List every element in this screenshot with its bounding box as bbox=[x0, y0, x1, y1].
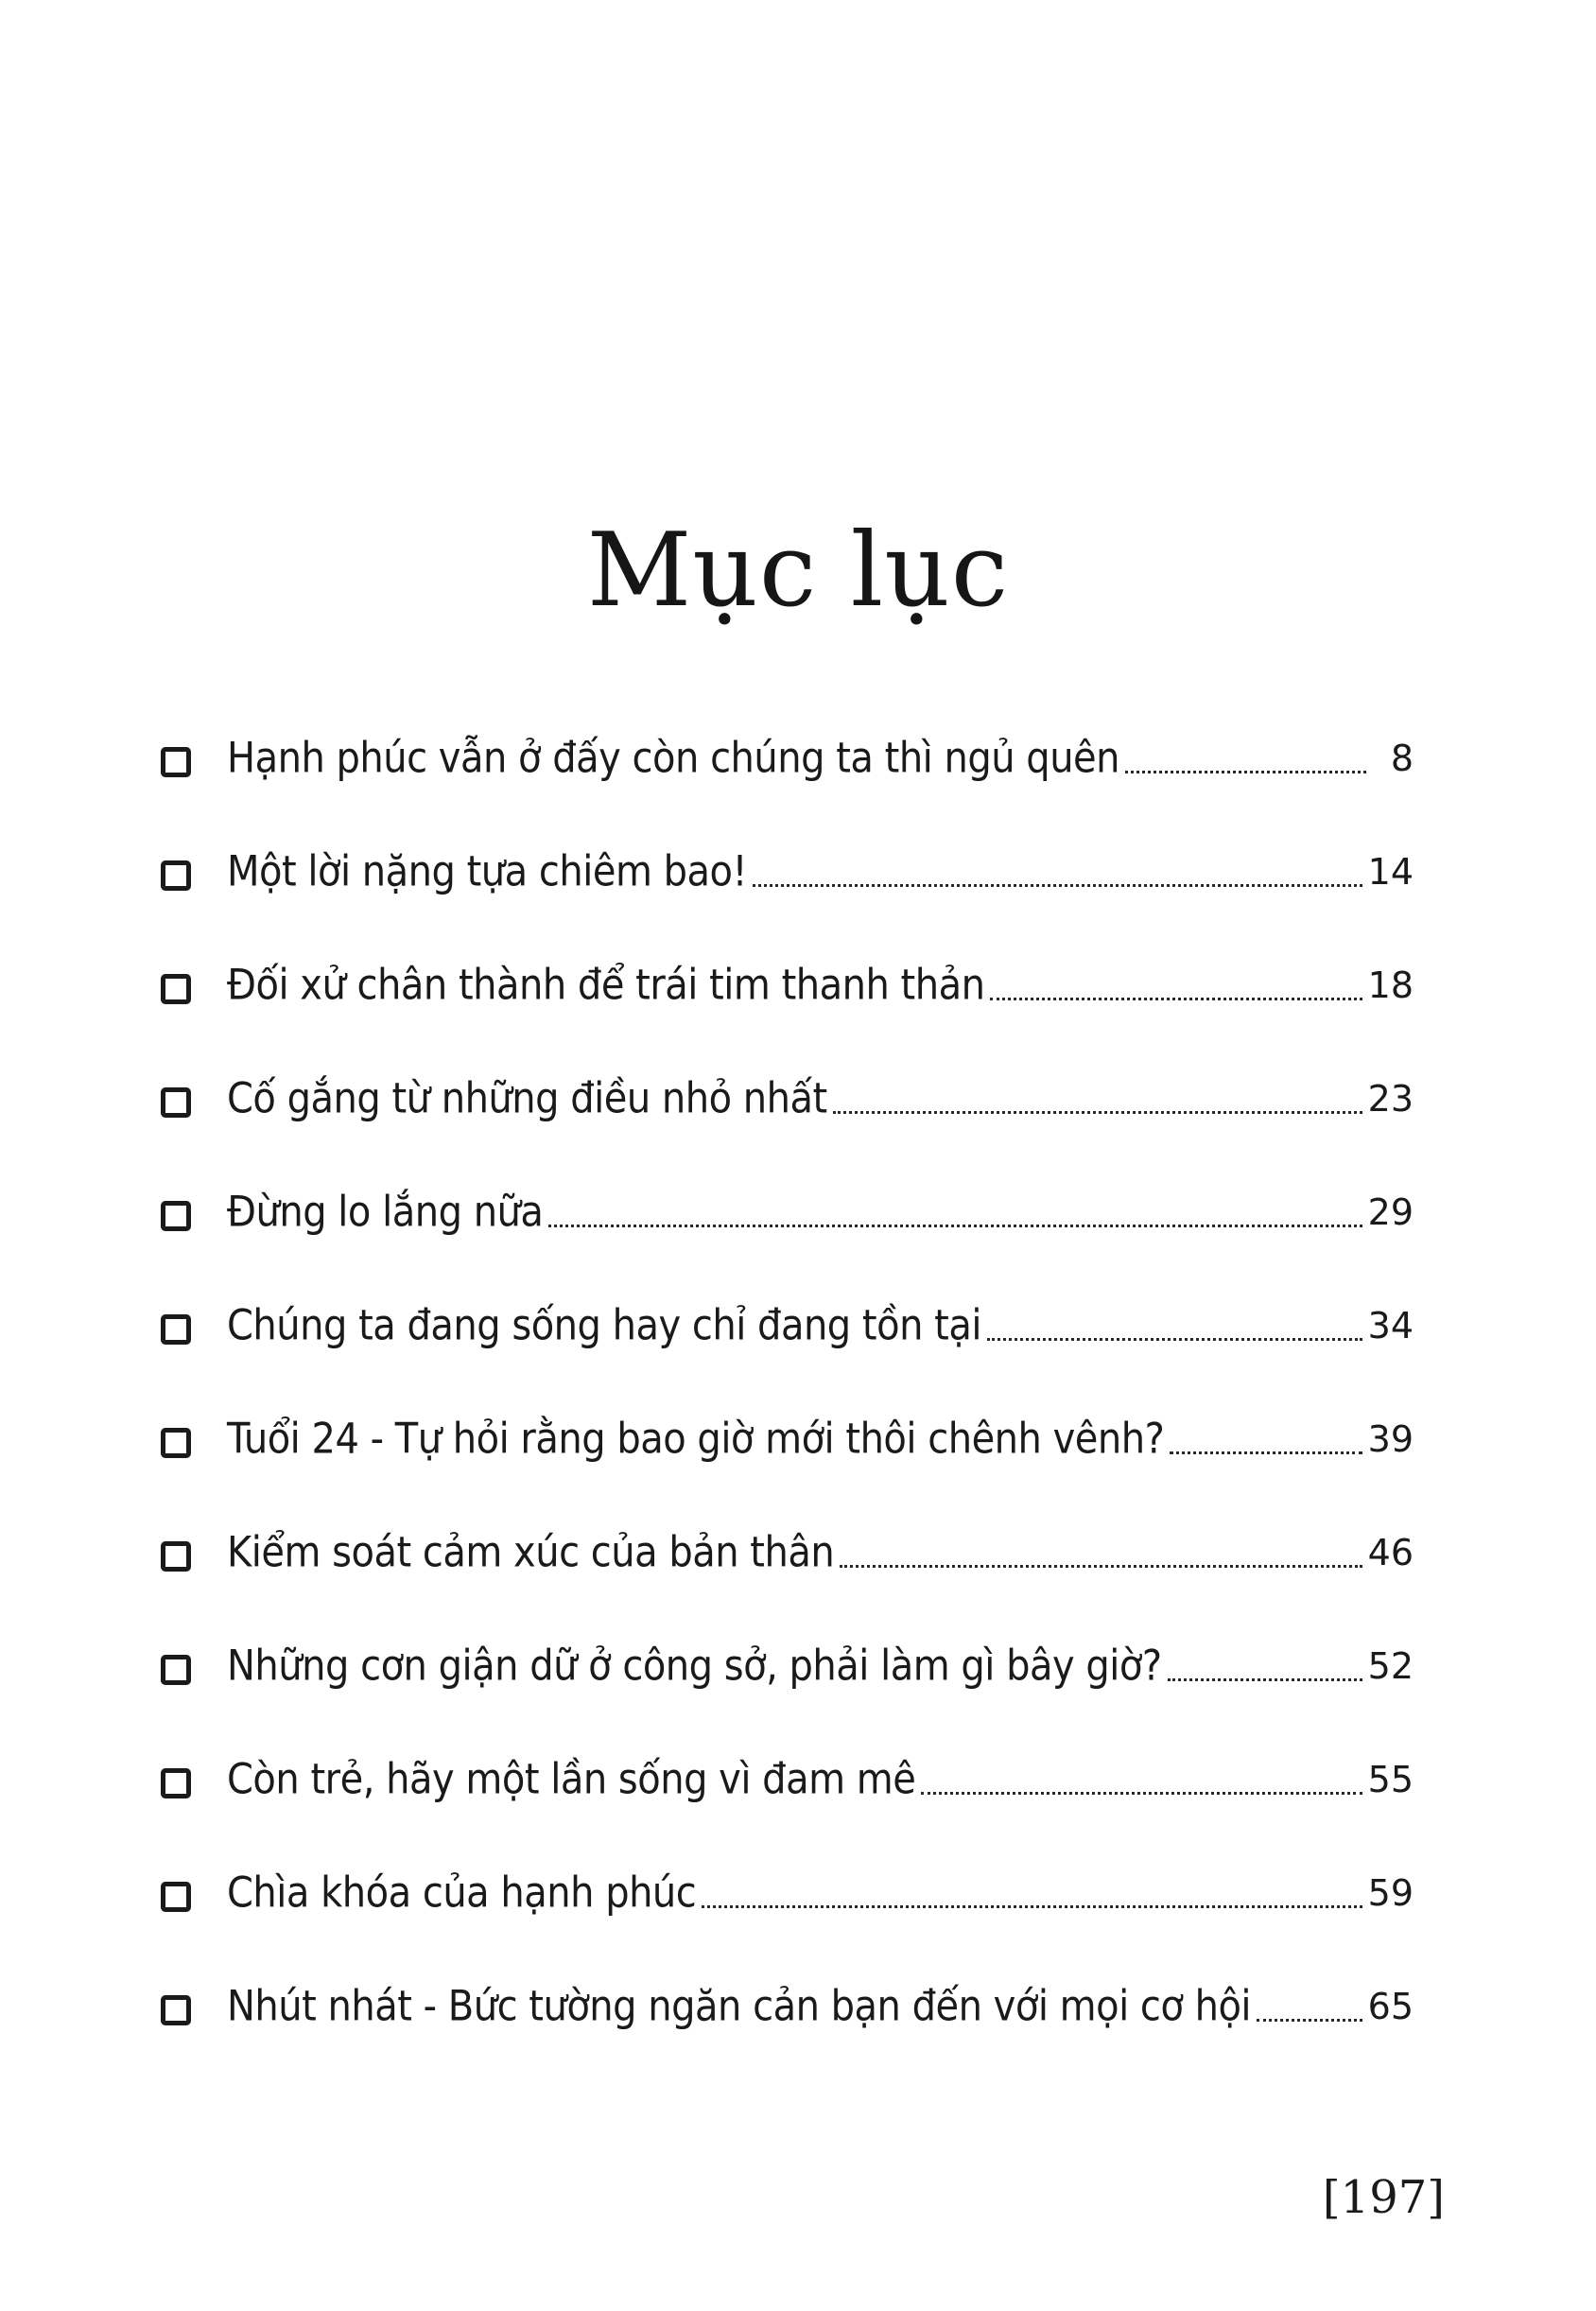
toc-item-title: Còn trẻ, hãy một lần sống vì đam mê bbox=[227, 1755, 916, 1804]
toc-item-page: 46 bbox=[1367, 1532, 1414, 1573]
toc-item-title: Cố gắng từ những điều nhỏ nhất bbox=[227, 1074, 827, 1123]
dot-leader bbox=[1257, 2019, 1362, 2022]
checkbox-icon bbox=[161, 1541, 191, 1572]
dot-leader bbox=[702, 1905, 1362, 1908]
dot-leader bbox=[1168, 1678, 1362, 1681]
checkbox-icon bbox=[161, 1087, 191, 1118]
toc-item-title: Đừng lo lắng nữa bbox=[227, 1188, 544, 1237]
toc-item-page: 55 bbox=[1367, 1759, 1414, 1800]
toc-item-page: 39 bbox=[1367, 1418, 1414, 1460]
toc-item-title: Tuổi 24 - Tự hỏi rằng bao giờ mới thôi chênh vênh? bbox=[227, 1415, 1165, 1464]
dot-leader bbox=[753, 884, 1362, 887]
toc-item-title: Đối xử chân thành để trái tim thanh thản bbox=[227, 961, 985, 1010]
toc-item-page: 23 bbox=[1367, 1078, 1414, 1120]
toc-item[interactable] bbox=[161, 702, 1414, 815]
toc-item-page: 14 bbox=[1367, 851, 1414, 893]
toc-item[interactable] bbox=[161, 1382, 1414, 1496]
checkbox-icon bbox=[161, 1768, 191, 1798]
checkbox-icon bbox=[161, 860, 191, 891]
toc-item[interactable] bbox=[161, 1496, 1414, 1609]
toc-item[interactable] bbox=[161, 1609, 1414, 1723]
toc-item[interactable] bbox=[161, 1950, 1414, 2063]
toc-item[interactable] bbox=[161, 815, 1414, 929]
checkbox-icon bbox=[161, 1882, 191, 1912]
toc-item-title: Chúng ta đang sống hay chỉ đang tồn tại bbox=[227, 1301, 981, 1350]
toc-item-page: 18 bbox=[1367, 964, 1414, 1006]
dot-leader bbox=[840, 1565, 1362, 1568]
toc-item[interactable] bbox=[161, 1156, 1414, 1269]
checkbox-icon bbox=[161, 1314, 191, 1345]
toc-item-title: Một lời nặng tựa chiêm bao! bbox=[227, 847, 748, 896]
dot-leader bbox=[1125, 771, 1366, 773]
dot-leader bbox=[548, 1225, 1362, 1227]
toc-item-title: Những cơn giận dữ ở công sở, phải làm gì bây giờ? bbox=[227, 1642, 1162, 1691]
toc-item[interactable] bbox=[161, 1269, 1414, 1382]
toc-item-title: Kiểm soát cảm xúc của bản thân bbox=[227, 1528, 835, 1577]
checkbox-icon bbox=[161, 1655, 191, 1685]
toc-item-page: 52 bbox=[1367, 1645, 1414, 1687]
page-number: [197] bbox=[1322, 2171, 1445, 2224]
toc-item[interactable] bbox=[161, 1723, 1414, 1836]
toc-item[interactable] bbox=[161, 1836, 1414, 1950]
dot-leader bbox=[921, 1792, 1362, 1795]
table-of-contents bbox=[161, 702, 1414, 2063]
toc-item-title: Nhút nhát - Bức tường ngăn cản bạn đến với mọi cơ hội bbox=[227, 1982, 1252, 2031]
toc-item-page: 59 bbox=[1367, 1872, 1414, 1914]
toc-item-page: 34 bbox=[1367, 1305, 1414, 1347]
toc-item-title: Hạnh phúc vẫn ở đấy còn chúng ta thì ngủ quên bbox=[227, 734, 1120, 783]
checkbox-icon bbox=[161, 974, 191, 1004]
toc-item[interactable] bbox=[161, 1042, 1414, 1156]
checkbox-icon bbox=[161, 1995, 191, 2025]
toc-item-page: 29 bbox=[1367, 1191, 1414, 1233]
toc-item-page: 8 bbox=[1390, 738, 1414, 779]
dot-leader bbox=[833, 1111, 1362, 1114]
checkbox-icon bbox=[161, 1201, 191, 1231]
page-title: Mục lục bbox=[586, 512, 1010, 631]
toc-item-title: Chìa khóa của hạnh phúc bbox=[227, 1868, 697, 1918]
dot-leader bbox=[990, 998, 1362, 1000]
dot-leader bbox=[987, 1338, 1362, 1341]
checkbox-icon bbox=[161, 747, 191, 777]
toc-item-page: 65 bbox=[1367, 1986, 1414, 2027]
toc-item[interactable] bbox=[161, 929, 1414, 1042]
checkbox-icon bbox=[161, 1428, 191, 1458]
dot-leader bbox=[1170, 1451, 1362, 1454]
